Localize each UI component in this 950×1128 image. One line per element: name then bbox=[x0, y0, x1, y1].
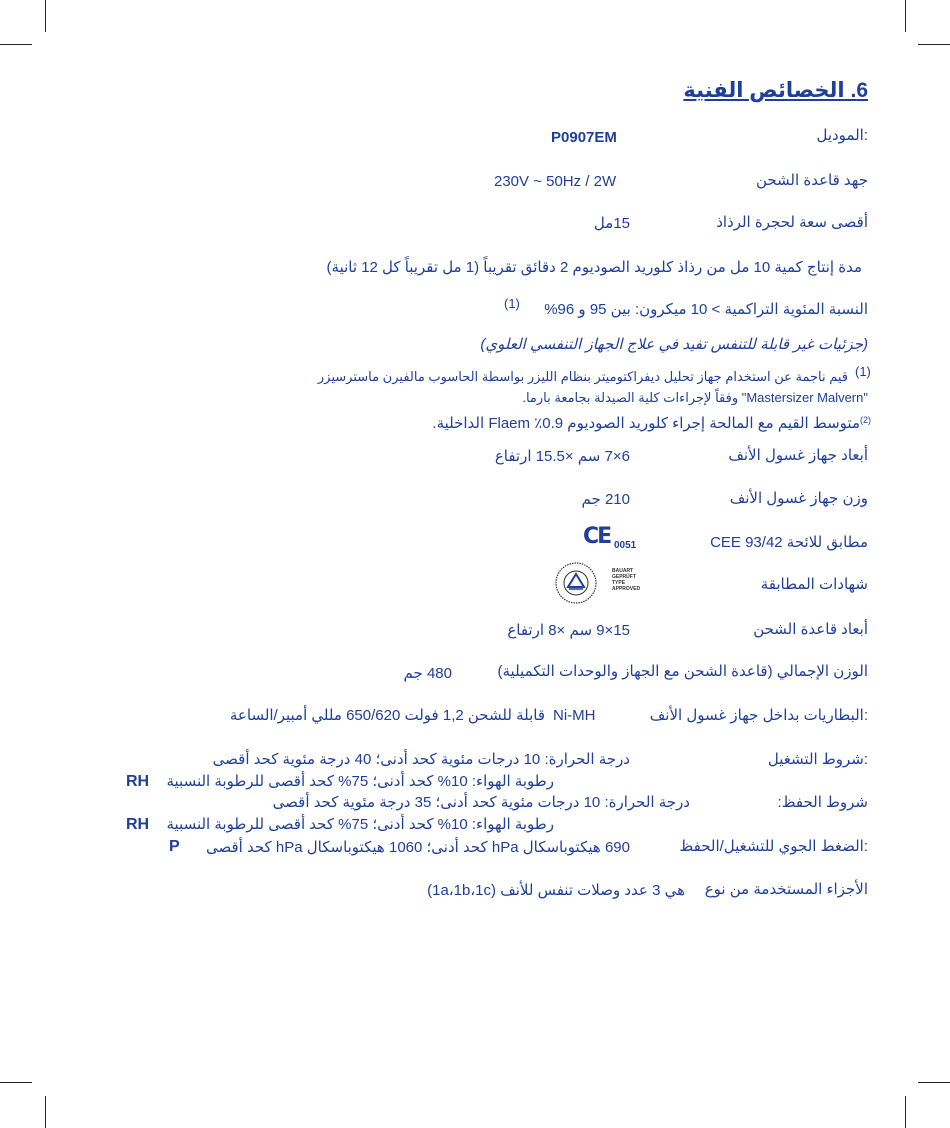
approval-text: BAUART GEPRÜFT TYPE APPROVED bbox=[612, 568, 641, 592]
model-label: :الموديل bbox=[816, 127, 868, 144]
tuv-certificate-icon bbox=[555, 562, 597, 604]
storage-label: شروط الحفظ: bbox=[777, 794, 868, 811]
weight-value: 210 جم bbox=[581, 491, 630, 508]
compliance-label: مطابق للائحة 93/42 CEE bbox=[710, 534, 868, 551]
weight-label: وزن جهاز غسول الأنف bbox=[729, 490, 868, 507]
total-weight-value: 480 جم bbox=[403, 665, 452, 682]
crop-mark bbox=[918, 1082, 950, 1083]
storage-line2: رطوبة الهواء: 10% كحد أدنى؛ 75% كحد أقصى للرطوبة النسبية bbox=[166, 816, 554, 833]
footnote-1-line2: "Mastersizer Malvern" وفقاً لإجراءات كلية الصيدلة بجامعة بارما. bbox=[522, 390, 868, 405]
footnote-1-line1: قيم ناجمة عن استخدام جهاز تحليل ديفراكتوميتر بنظام الليزر بواسطة الحاسوب مالفيرن ماسترسيزر bbox=[317, 369, 848, 384]
max-capacity-value: 15مل bbox=[593, 215, 630, 232]
footnote-2-mark: (2) bbox=[860, 415, 871, 425]
parts-value: هي 3 عدد وصلات تنفس للأنف (1a،1b،1c) bbox=[427, 882, 685, 899]
charger-voltage-value: 230V ~ 50Hz / 2W bbox=[494, 173, 617, 190]
storage-line1: درجة الحرارة: 10 درجات مئوية كحد أدنى؛ 35 درجة مئوية كحد أقصى bbox=[272, 794, 690, 811]
particles-note: (جزئيات غير قابلة للتنفس تفيد في علاج الجهاز التنفسي العلوي) bbox=[480, 336, 868, 353]
base-dimensions-label: أبعاد قاعدة الشحن bbox=[753, 621, 868, 638]
storage-rh: RH bbox=[126, 816, 150, 833]
batteries-label: :البطاريات بداخل جهاز غسول الأنف bbox=[649, 707, 868, 724]
ce-mark: CE bbox=[583, 524, 611, 549]
charger-voltage-label: جهد قاعدة الشحن bbox=[755, 172, 868, 189]
operating-line2: رطوبة الهواء: 10% كحد أدنى؛ 75% كحد أقصى للرطوبة النسبية bbox=[166, 773, 554, 790]
footnote-1-mark: (1) bbox=[855, 364, 871, 379]
footnote-2-text: متوسط القيم مع المالحة إجراء كلوريد الصوديوم 0.9٪ Flaem الداخلية. bbox=[432, 415, 860, 432]
operating-rh: RH bbox=[126, 773, 150, 790]
operating-line1: درجة الحرارة: 10 درجات مئوية كحد أدنى؛ 40 درجة مئوية كحد أقصى bbox=[212, 751, 630, 768]
crop-mark bbox=[45, 1096, 46, 1128]
percentage-text: النسبة المئوية التراكمية > 10 ميكرون: بين 95 و 96% bbox=[544, 301, 868, 318]
pressure-value: 690 هيكتوباسكال hPa كحد أدنى؛ 1060 هيكتوباسكال hPa كحد أقصى bbox=[205, 839, 630, 856]
duration-text: مدة إنتاج كمية 10 مل من رذاذ كلوريد الصوديوم 2 دقائق تقريباً (1 مل تقريباً كل 12 ثانية) bbox=[326, 259, 862, 276]
crop-mark bbox=[0, 1082, 32, 1083]
ce-number: 0051 bbox=[614, 540, 637, 551]
base-dimensions-value: 15×9 سم ×8 ارتفاع bbox=[507, 622, 630, 639]
max-capacity-label: أقصى سعة لحجرة الرذاذ bbox=[716, 214, 868, 231]
dimensions-label: أبعاد جهاز غسول الأنف bbox=[728, 447, 868, 464]
batteries-type: Ni-MH bbox=[553, 707, 596, 724]
crop-mark bbox=[905, 0, 906, 32]
crop-mark bbox=[905, 1096, 906, 1128]
batteries-value: قابلة للشحن 1,2 فولت 650/620 مللي أمبير/الساعة bbox=[229, 707, 545, 724]
parts-label: الأجزاء المستخدمة من نوع bbox=[704, 881, 868, 898]
crop-mark bbox=[45, 0, 46, 32]
crop-mark bbox=[0, 44, 32, 45]
pressure-p: P bbox=[169, 838, 180, 855]
total-weight-label: الوزن الإجمالي (قاعدة الشحن مع الجهاز والوحدات التكميلية) bbox=[497, 663, 868, 680]
pressure-label: :الضغط الجوي للتشغيل/الحفظ bbox=[679, 838, 868, 855]
model-value: P0907EM bbox=[551, 129, 617, 146]
crop-mark bbox=[918, 44, 950, 45]
section-title: 6. الخصائص الفنية bbox=[683, 79, 868, 102]
certificates-label: شهادات المطابقة bbox=[760, 576, 868, 593]
percentage-footnote-mark: (1) bbox=[504, 296, 520, 311]
dimensions-value: 6×7 سم ×15.5 ارتفاع bbox=[494, 448, 630, 465]
operating-label: :شروط التشغيل bbox=[767, 751, 868, 768]
